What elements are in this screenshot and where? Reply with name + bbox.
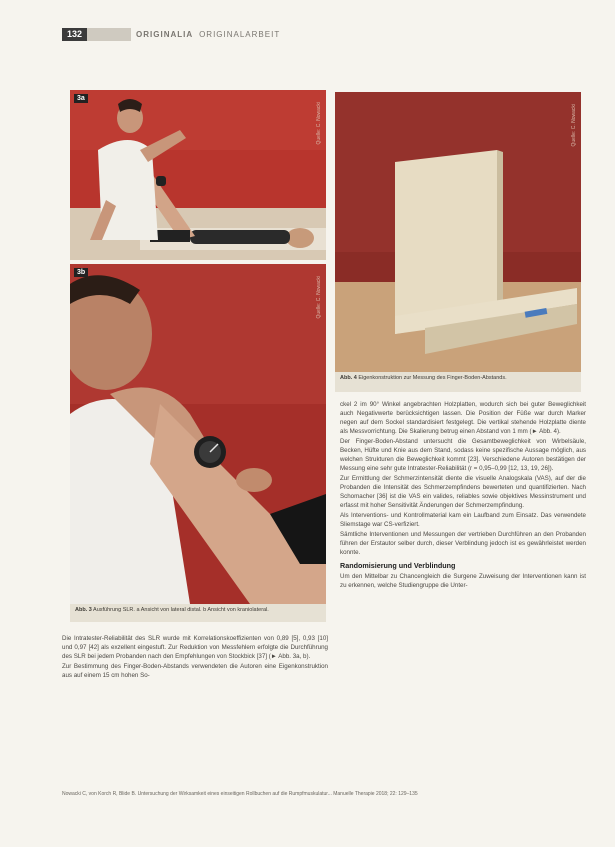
section-label (136, 30, 280, 39)
figure-3b-photo (70, 264, 326, 604)
figure-4-caption-label: Abb. 4 (340, 375, 357, 381)
page-footer-citation: Nowacki C, von Korch R, Blide B. Untersuchung der Wirksamkeit eines einseitigen Rollbuchen auf die Rumpfmuskulatur... Manuelle Therapie 2018; 22: 129–135 (62, 791, 418, 797)
body-paragraph: Die Intratester-Reliabilität des SLR wurde mit Korrelationskoeffizienten von 0,89 [5], 0,93 [10] und 0,97 [42] als exzellent eingestuft. Zur Reduktion von Messfehlern erfolgte die Durchführung des SLR bei jedem Probanden nach den Empfehlungen von Stockbick [37] (► Abb. 3a, b). (62, 635, 328, 660)
figure-3a-photo (70, 90, 326, 260)
body-paragraph: ckel 2 im 90° Winkel angebrachten Holzplatten, wodurch sich bei guter Beweglichkeit auch Negativwerte berücksichtigen lassen. Die Position der Füße war durch Marker negen auf dem Sockel standardisiert festgelegt. Die vertikal stehende Holzplatte diente als Messvorrichtung. Die Skalierung betrug einen Abstand von 1 mm (► Abb. 4). (340, 401, 586, 435)
header-accent-bar (87, 28, 131, 41)
straight-leg-raise-illustration-a (70, 90, 326, 260)
figure-3b-credit: Quelle: C. Nowacki (316, 276, 322, 319)
page-number: 132 (62, 28, 87, 41)
section-heading: Randomisierung und Verblindung (340, 561, 456, 570)
straight-leg-raise-illustration-b (70, 264, 326, 604)
section-name: ORIGINALIA (136, 29, 193, 39)
body-paragraph: Der Finger-Boden-Abstand untersucht die Gesamtbeweglichkeit von Wirbelsäule, Becken, Hüfte und Knie aus dem Stand, sodass keine spezifische Aussage möglich, aus welchen Strukturen die Beweglichkeit kommt [23]. Verschiedene Autoren bestätigen der Messung eine sehr gute Intratester-Reliabilität (r = 0,95–0,99 [12, 13, 19, 26]). (340, 438, 586, 472)
figure-3b-tag: 3b (74, 268, 88, 277)
subsection-name: ORIGINALARBEIT (199, 29, 281, 39)
figure-3-caption-label: Abb. 3 (75, 607, 92, 613)
body-column-right (340, 400, 586, 591)
body-paragraph: Sämtliche Interventionen und Messungen der vertrieben Durchführen an den Probanden führen der Erstautor selber durch, dieser Verblindung jedoch ist es gewährleistet werden konnte. (340, 531, 586, 556)
body-paragraph: Um den Mittelbar zu Chancengleich die Surgene Zuweisung der Interventionen kann ist zu erkennen, welche Studiengruppe die Unter- (340, 573, 586, 589)
body-paragraph: Als Interventions- und Kontrollmaterial kam ein Laufband zum Einsatz. Das verwendete Sliemstage war CS-verfiziert. (340, 512, 586, 528)
body-paragraph: Zur Ermittlung der Schmerzintensität diente die visuelle Analogskala (VAS), auf der die Probanden die Intensität des Schmerzempfindens bewerteten und quantifizierten. Nach Schomacher [36] ist die VAS ein valides, reliables sowie objektives Messinstrument und erfasst mit hoher Sensitivität Änderungen der Schmerzempfindung. (340, 475, 586, 509)
figure-4-photo (335, 92, 581, 372)
finger-floor-device-illustration (335, 92, 581, 372)
figure-4-caption-text: Eigenkonstruktion zur Messung des Finger-Boden-Abstands. (358, 375, 507, 381)
body-paragraph: Zur Bestimmung des Finger-Boden-Abstands verwendeten die Autoren eine Eigenkonstruktion aus auf einem 15 cm hohen So- (62, 663, 328, 679)
figure-3a-tag: 3a (74, 94, 88, 103)
body-column-left (62, 634, 328, 681)
figure-4-credit: Quelle: C. Nowacki (571, 104, 577, 147)
page-header (62, 27, 280, 41)
figure-3-caption-text: Ausführung SLR. a Ansicht von lateral distal. b Ansicht von kraniolateral. (93, 607, 269, 613)
figure-4-caption (335, 372, 581, 392)
figure-3-caption (70, 604, 326, 622)
figure-3a-credit: Quelle: C. Nowacki (316, 102, 322, 145)
